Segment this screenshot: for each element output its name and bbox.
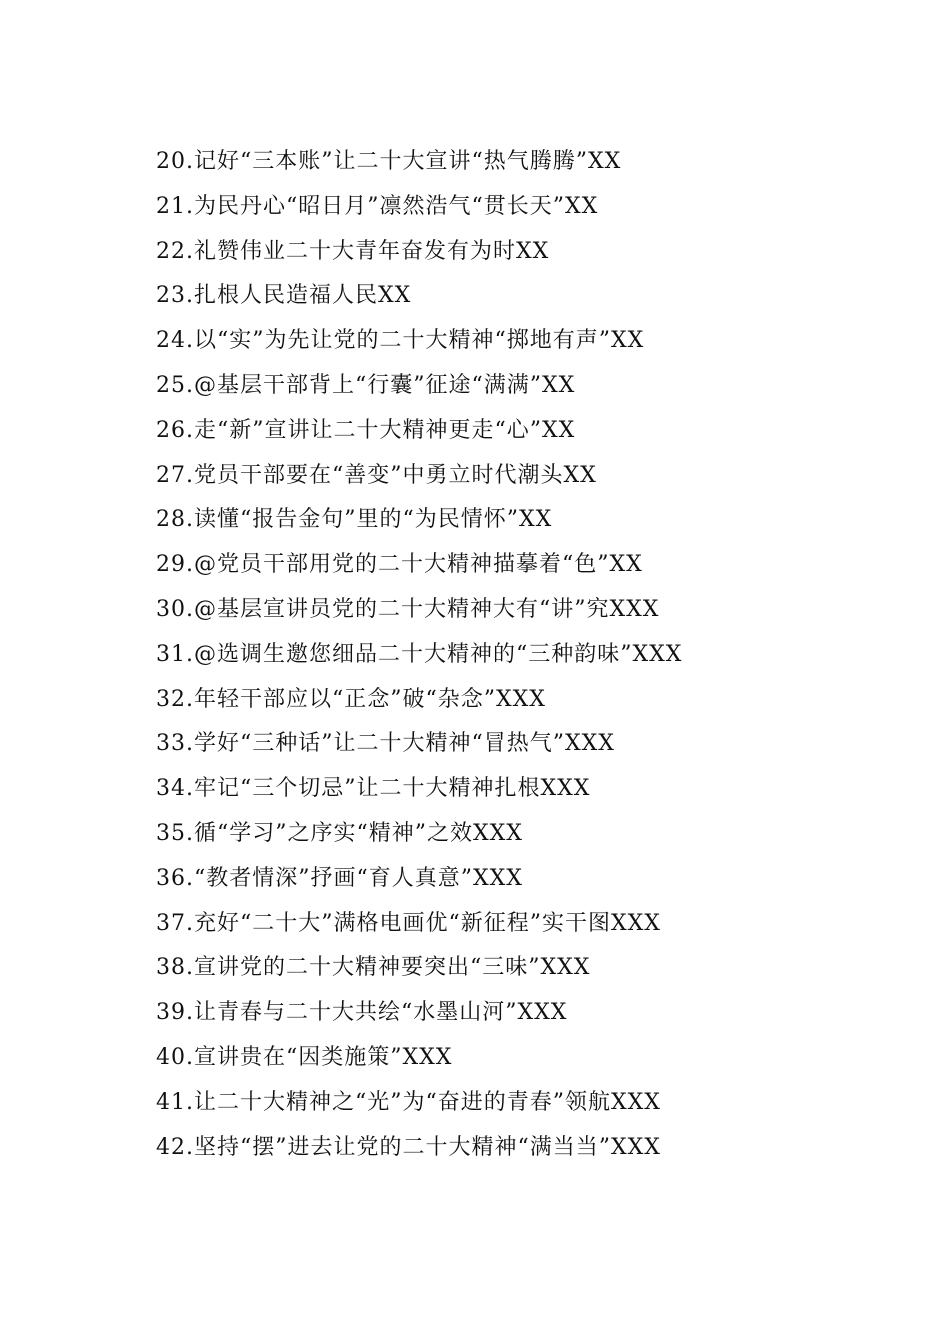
list-item: 35.循“学习”之序实“精神”之效XXX [156, 820, 523, 846]
list-item: 34.牢记“三个切忌”让二十大精神扎根XXX [156, 776, 591, 802]
list-item: 33.学好“三种话”让二十大精神“冒热气”XXX [156, 731, 615, 757]
article-title-list [156, 140, 682, 1170]
list-item: 41.让二十大精神之“光”为“奋进的青春”领航XXX [156, 1089, 661, 1115]
list-item: 27.党员干部要在“善变”中勇立时代潮头XX [156, 462, 597, 488]
list-item: 23.扎根人民造福人民XX [156, 283, 412, 309]
list-item: 32.年轻干部应以“正念”破“杂念”XXX [156, 686, 546, 712]
list-item: 36.“教者情深”抒画“育人真意”XXX [156, 865, 523, 891]
list-item: 40.宣讲贵在“因类施策”XXX [156, 1044, 453, 1070]
list-item: 22.礼赞伟业二十大青年奋发有为时XX [156, 238, 550, 264]
list-item: 25.@基层干部背上“行囊”征途“满满”XX [156, 372, 576, 398]
list-item: 31.@选调生邀您细品二十大精神的“三种韵味”XXX [156, 641, 683, 667]
list-item: 28.读懂“报告金句”里的“为民情怀”XX [156, 507, 553, 533]
list-item: 20.记好“三本账”让二十大宣讲“热气腾腾”XX [156, 149, 622, 174]
list-item: 29.@党员干部用党的二十大精神描摹着“色”XX [156, 552, 643, 578]
list-item: 39.让青春与二十大共绘“水墨山河”XXX [156, 1000, 568, 1026]
list-item: 26.走“新”宣讲让二十大精神更走“心”XX [156, 417, 576, 443]
list-item: 24.以“实”为先让党的二十大精神“掷地有声”XX [156, 328, 645, 354]
list-item: 21.为民丹心“昭日月”凛然浩气“贯长天”XX [156, 193, 599, 219]
list-item: 38.宣讲党的二十大精神要突出“三味”XXX [156, 955, 591, 981]
list-item: 30.@基层宣讲员党的二十大精神大有“讲”究XXX [156, 596, 660, 622]
list-item: 42.坚持“摆”进去让党的二十大精神“满当当”XXX [156, 1134, 661, 1160]
list-item: 37.充好“二十大”满格电画优“新征程”实干图XXX [156, 910, 661, 936]
